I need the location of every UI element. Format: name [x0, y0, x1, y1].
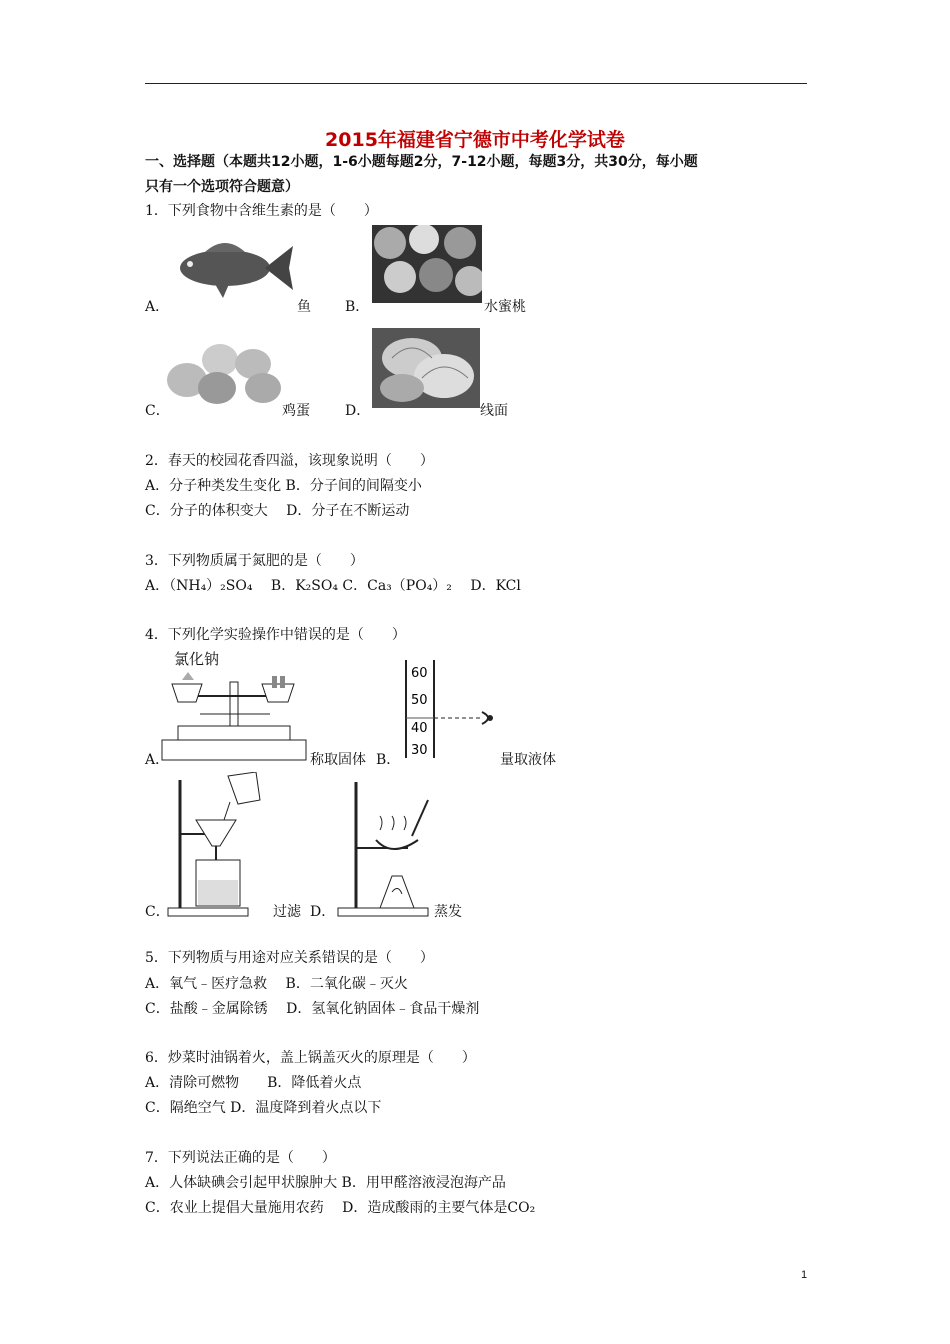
cylinder-mark-40: 40 [411, 721, 428, 736]
q2-options-row1: A．分子种类发生变化 B．分子间的间隔变小 [145, 478, 422, 494]
balance-image [160, 646, 308, 764]
balance-caption: 氯化钠 [174, 650, 220, 668]
header-rule [145, 83, 807, 84]
q1-stem: 1．下列食物中含维生素的是（ ） [145, 203, 378, 219]
q6-options-row2: C．隔绝空气 D．温度降到着火点以下 [145, 1100, 382, 1116]
q4-option-b-label: 量取液体 [500, 752, 556, 768]
q1-option-a-label: 鱼 [297, 299, 311, 315]
q1-option-a-letter: A． [145, 299, 170, 315]
q5-options-row2: C．盐酸﹣金属除锈 D．氢氧化钠固体﹣食品干燥剂 [145, 1001, 480, 1017]
q6-options-row1: A．清除可燃物 B．降低着火点 [145, 1075, 362, 1091]
q1-option-b-label: 水蜜桃 [484, 299, 526, 315]
peach-image [372, 225, 482, 303]
q4-option-b-letter: B． [376, 752, 401, 768]
q1-option-d-label: 线面 [480, 403, 508, 419]
evaporation-image [336, 780, 436, 918]
noodle-image [372, 328, 480, 408]
q7-stem: 7．下列说法正确的是（ ） [145, 1150, 336, 1166]
cylinder-mark-50: 50 [411, 693, 428, 708]
q7-options-row2: C．农业上提倡大量施用农药 D．造成酸雨的主要气体是CO₂ [145, 1200, 536, 1216]
q7-options-row1: A．人体缺碘会引起甲状腺肿大 B．用甲醛溶液浸泡海产品 [145, 1175, 506, 1191]
fish-image [165, 228, 295, 306]
q1-option-d-letter: D． [345, 403, 371, 419]
q4-option-c-letter: C． [145, 904, 170, 920]
q4-option-a-label: 称取固体 [310, 752, 366, 768]
section-heading-line2: 只有一个选项符合题意） [145, 179, 299, 195]
q4-stem: 4．下列化学实验操作中错误的是（ ） [145, 627, 406, 643]
q6-stem: 6．炒菜时油锅着火，盖上锅盖灭火的原理是（ ） [145, 1050, 476, 1066]
q3-stem: 3．下列物质属于氮肥的是（ ） [145, 553, 364, 569]
section-heading-line1: 一、选择题（本题共12小题，1-6小题每题2分，7-12小题，每题3分，共30分，每小题 [145, 154, 698, 170]
q5-options-row1: A．氧气﹣医疗急救 B．二氧化碳﹣灭火 [145, 976, 408, 992]
q4-option-a-letter: A． [145, 752, 170, 768]
q1-option-c-letter: C． [145, 403, 170, 419]
page-number: 1 [801, 1269, 808, 1281]
q1-option-c-label: 鸡蛋 [282, 403, 310, 419]
filtration-image [166, 772, 266, 918]
q4-option-c-label: 过滤 [273, 904, 301, 920]
section-heading [145, 150, 815, 200]
cylinder-mark-30: 30 [411, 743, 428, 758]
q2-stem: 2．春天的校园花香四溢，该现象说明（ ） [145, 453, 434, 469]
egg-image [165, 340, 285, 405]
q2-options-row2: C．分子的体积变大 D．分子在不断运动 [145, 503, 410, 519]
q5-stem: 5．下列物质与用途对应关系错误的是（ ） [145, 950, 434, 966]
q3-options-row1: A．（NH₄）₂SO₄ B．K₂SO₄ C．Ca₃（PO₄）₂ D．KCl [145, 578, 521, 594]
q1-option-b-letter: B． [345, 299, 370, 315]
graduated-cylinder-image [404, 660, 504, 760]
q4-option-d-label: 蒸发 [434, 904, 462, 920]
page-title: 2015年福建省宁德市中考化学试卷 [325, 129, 625, 151]
cylinder-mark-60: 60 [411, 666, 428, 681]
q4-option-d-letter: D． [310, 904, 336, 920]
